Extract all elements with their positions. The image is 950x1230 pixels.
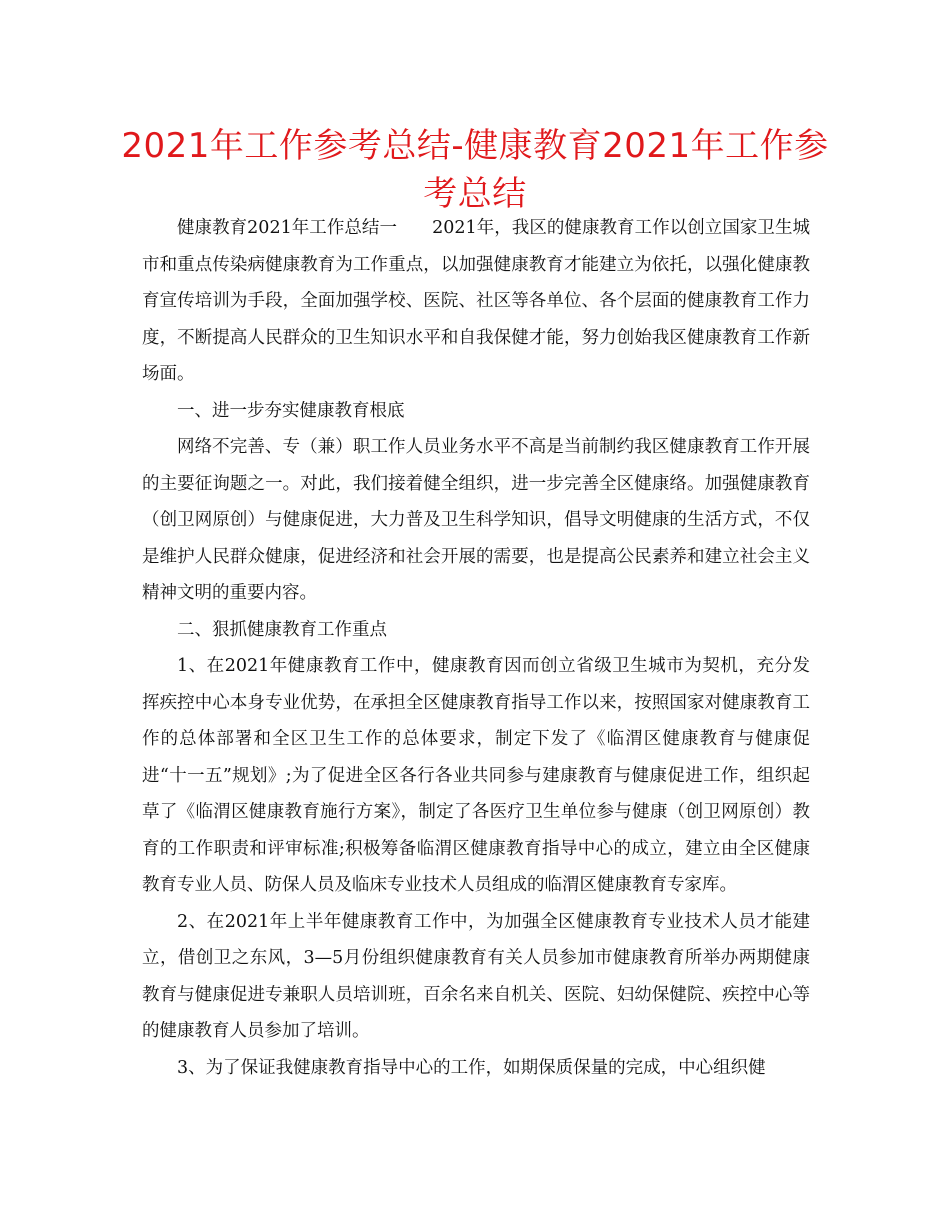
paragraph-section-1: 网络不完善、专（兼）职工作人员业务水平不高是当前制约我区健康教育工作开展的主要征询题之一。对此，我们接着健全组织，进一步完善全区健康络。加强健康教育（创卫网原创）与健康促进，大力普及卫生科学知识，倡导文明健康的生活方式，不仅是维护人民群众健康，促进经济和社会开展的需要，也是提高公民素养和建立社会主义精神文明的重要内容。 (142, 437, 810, 603)
section-heading-2: 二、狠抓健康教育工作重点 (177, 619, 387, 640)
section-heading-1: 一、进一步夯实健康教育根底 (177, 400, 405, 421)
paragraph-intro: 健康教育2021年工作总结一 2021年，我区的健康教育工作以创立国家卫生城市和重点传染病健康教育为工作重点，以加强健康教育才能建立为依托，以强化健康教育宣传培训为手段，全面加强学校、医院、社区等各单位、各个层面的健康教育工作力度，不断提高人民群众的卫生知识水平和自我保健才能，努力创始我区健康教育工作新场面。 (142, 218, 810, 384)
paragraph-item-2: 2、在2021年上半年健康教育工作中，为加强全区健康教育专业技术人员才能建立，借创卫之东风，3—5月份组织健康教育有关人员参加市健康教育所举办两期健康教育与健康促进专兼职人员培训班，百余名来自机关、医院、妇幼保健院、疾控中心等的健康教育人员参加了培训。 (142, 911, 810, 1041)
paragraph-item-1: 1、在2021年健康教育工作中，健康教育因而创立省级卫生城市为契机，充分发挥疾控中心本身专业优势，在承担全区健康教育指导工作以来，按照国家对健康教育工作的总体部署和全区卫生工作的总体要求，制定下发了《临渭区健康教育与健康促进“十一五”规划》;为了促进全区各行各业共同参与建康教育与健康促进工作，组织起草了《临渭区健康教育施行方案》，制定了各医疗卫生单位参与健康（创卫网原创）教育的工作职责和评审标准;积极筹备临渭区健康教育指导中心的成立，建立由全区健康教育专业人员、防保人员及临床专业技术人员组成的临渭区健康教育专家库。 (142, 656, 810, 895)
paragraph-item-3: 3、为了保证我健康教育指导中心的工作，如期保质保量的完成，中心组织健 (177, 1057, 766, 1078)
document-body (142, 210, 810, 1086)
document-title: 2021年工作参考总结-健康教育2021年工作参考总结 (121, 126, 829, 214)
